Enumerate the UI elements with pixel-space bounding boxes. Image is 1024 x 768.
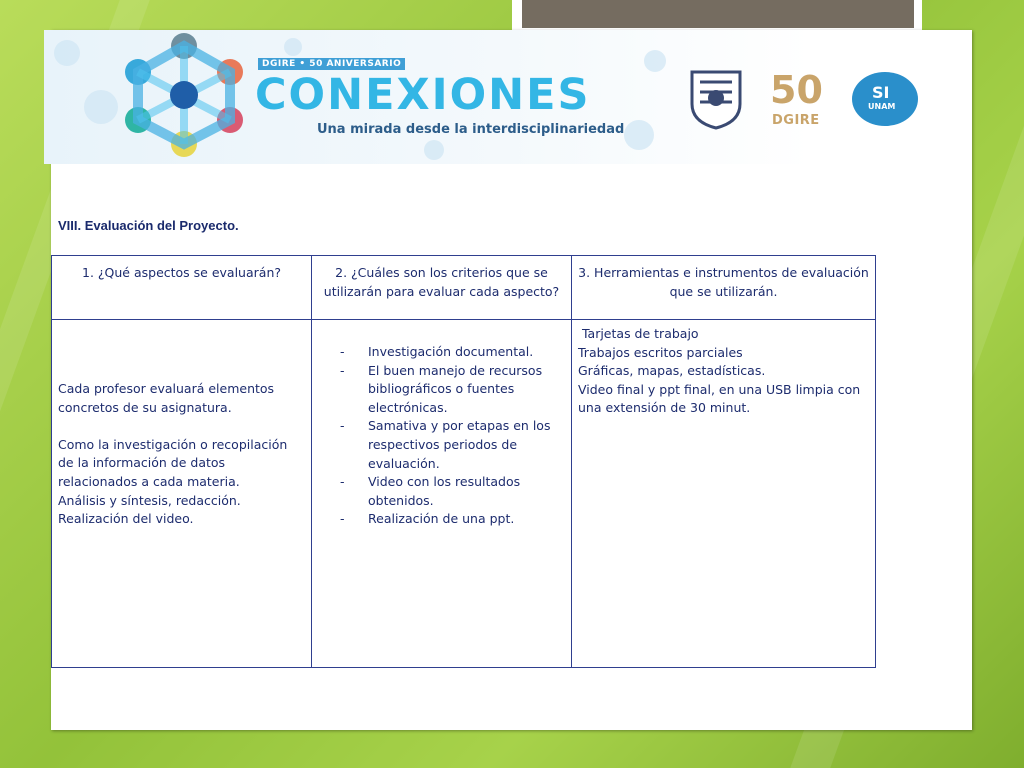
tools-text: Gráficas, mapas, estadísticas. [578,363,766,379]
table-row [52,320,876,668]
tools-text: Tarjetas de trabajo [578,326,699,341]
banner-bubble [424,140,444,160]
conexiones-logo-icon [118,32,250,158]
list-item: - Samativa y por etapas en los respectivos periodos de evaluación. [340,417,565,473]
list-item: - El buen manejo de recursos bibliográficos o fuentes electrónicas. [340,362,565,418]
list-item: - Investigación documental. [340,343,565,362]
list-item: - Video con los resultados obtenidos. [340,473,565,510]
banner-bubble [284,38,302,56]
criteria-list [318,343,565,529]
aspects-cell [52,320,312,668]
header-aspects: 1. ¿Qué aspectos se evaluarán? [52,256,312,320]
table-header-row [52,256,876,320]
top-decor-bar-inner [522,0,914,28]
aspects-text: Análisis y síntesis, redacción. [58,492,241,508]
aspects-text: Cada profesor evaluará elementos concretos de su asignatura. [58,381,275,415]
unam-shield-icon [686,68,746,130]
dgire-logo-number: 50 [770,68,823,112]
tools-cell [572,320,876,668]
banner-bubble [84,90,118,124]
evaluation-table [51,255,876,668]
header-criteria: 2. ¿Cuáles son los criterios que se utilizarán para evaluar cada aspecto? [312,256,572,320]
dgire-logo-text: DGIRE [772,113,820,128]
tools-text: Trabajos escritos parciales [578,344,743,360]
aspects-text: Realización del video. [58,511,194,527]
conexiones-title: CONEXIONES [255,70,591,120]
anniversary-label: DGIRE • 50 ANIVERSARIO [258,58,405,70]
si-logo-text: SI [872,83,890,102]
list-item: - Realización de una ppt. [340,510,565,529]
section-title: VIII. Evaluación del Proyecto. [58,218,239,233]
criteria-cell [312,320,572,668]
banner-bubble [54,40,80,66]
banner-bubble [644,50,666,72]
aspects-text: Como la investigación o recopilación de la información de datos relacionados a cada materia. [58,436,288,489]
si-logo-sub: UNAM [868,102,896,111]
header-tools: 3. Herramientas e instrumentos de evaluación que se utilizarán. [572,256,876,320]
conexiones-tagline: Una mirada desde la interdisciplinariedad [317,122,625,137]
tools-text: Video final y ppt final, en una USB limpia con una extensión de 30 minut. [578,381,861,416]
banner-bubble [624,120,654,150]
